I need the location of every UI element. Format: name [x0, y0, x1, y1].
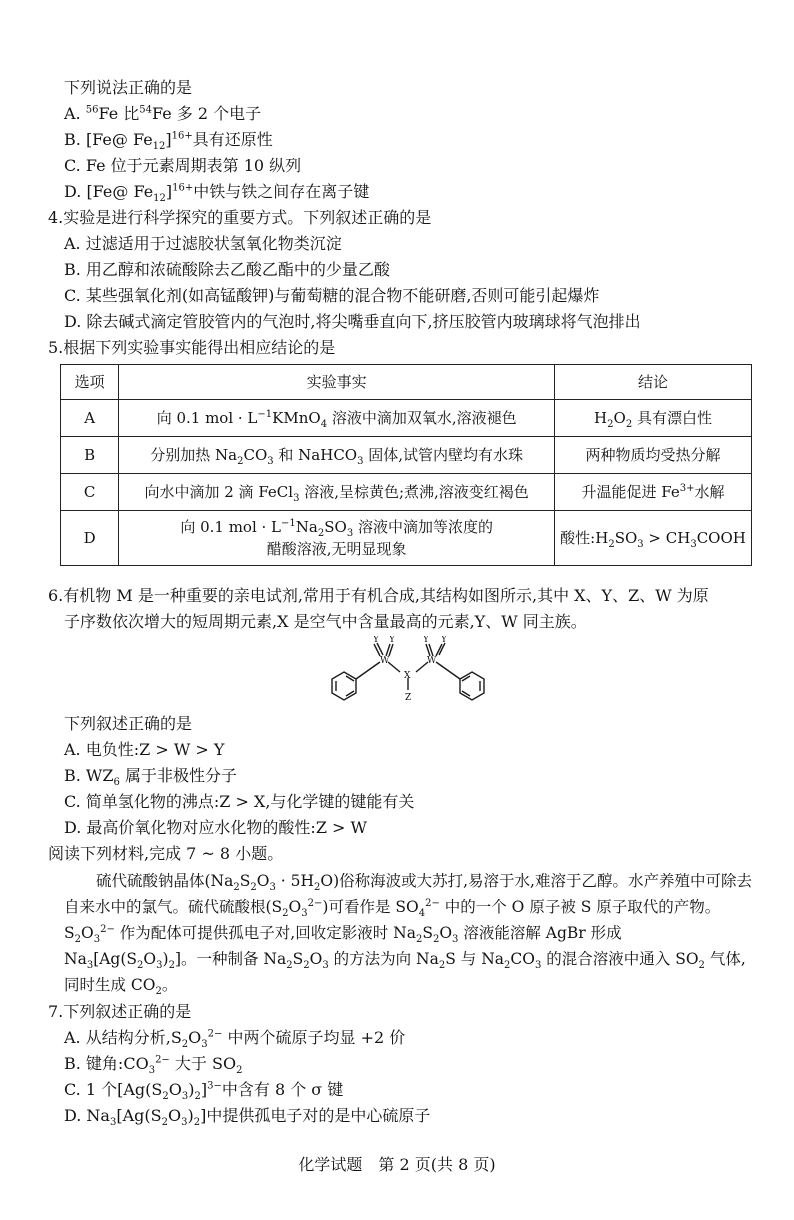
header-fact: 实验事实	[119, 365, 555, 400]
table-row	[61, 474, 752, 511]
table-header-row	[61, 365, 752, 400]
q4-option-c: C. 某些强氧化剂(如高锰酸钾)与葡萄糖的混合物不能研磨,否则可能引起爆炸	[64, 286, 600, 305]
row-d-fact: 向 0.1 mol · $L^{-1}Na_2SO_3$ 溶液中滴加等浓度的 醋酸溶液,无明显现象	[119, 511, 555, 566]
q5-stem: 5.根据下列实验事实能得出相应结论的是	[48, 338, 336, 357]
q3-option-c: C. Fe 位于元素周期表第 10 纵列	[64, 156, 302, 175]
row-b-conclusion: 两种物质均受热分解	[555, 437, 752, 474]
q6-option-d: D. 最高价氧化物对应水化物的酸性:Z > W	[64, 818, 367, 837]
q7-option-a: A. 从结构分析$,S_2O_3^{2-}$ 中两个硫原子均显 +2 价	[64, 1028, 406, 1051]
q7-stem: 7.下列叙述正确的是	[48, 1002, 192, 1021]
row-a-option: A	[61, 400, 119, 437]
reading-intro: 阅读下列材料,完成 7 ~ 8 小题。	[48, 844, 284, 863]
row-d-conclusion: 酸性$:H_2SO_3$ > $CH_3COOH$	[555, 511, 752, 566]
q6-sub-stem: 下列叙述正确的是	[64, 714, 193, 733]
row-b-fact: 分别加热 $Na_2CO_3$ 和 NaHCO$_3$ 固体,试管内壁均有水珠	[119, 437, 555, 474]
q7-option-c: C. 1 个$[Ag(S_2O_3)_2]^{3-}$中含有 8 个 σ 键	[64, 1080, 344, 1103]
q3-option-b: B. [Fe@ $Fe_{12}]^{16+}$具有还原性	[64, 130, 273, 153]
q6-stem-line1: 6.有机物 M 是一种重要的亲电试剂,常用于有机合成,其结构如图所示,其中 X、Y、Z、W 为原	[48, 586, 709, 605]
q3-option-d: D. [Fe@ $Fe_{12}]^{16+}$中铁与铁之间存在离子键	[64, 182, 370, 205]
q6-option-c: C. 简单氢化物的沸点:Z > X,与化学键的键能有关	[64, 792, 415, 811]
atom-x-label: X	[404, 671, 411, 681]
atom-y-label: Y	[423, 636, 429, 645]
table-row	[61, 400, 752, 437]
atom-w-label: W	[427, 656, 437, 666]
atom-y-label: Y	[373, 636, 379, 645]
q4-stem: 4.实验是进行科学探究的重要方式。下列叙述正确的是	[48, 208, 432, 227]
table-row	[61, 437, 752, 474]
atom-y-label: Y	[441, 636, 447, 645]
molecule-structure-diagram	[318, 636, 498, 716]
row-c-conclusion: 升温能促进 $Fe^{3+}$水解	[555, 474, 752, 511]
atom-y-label: Y	[389, 636, 395, 645]
q6-stem-line2: 子序数依次增大的短周期元素,X 是空气中含量最高的元素,Y、W 同主族。	[64, 612, 587, 631]
experiment-table	[60, 364, 752, 566]
q3-option-a: A. $^{56}$Fe 比$^{54}$Fe 多 2 个电子	[64, 104, 262, 123]
row-b-option: B	[61, 437, 119, 474]
q4-option-b: B. 用乙醇和浓硫酸除去乙酸乙酯中的少量乙酸	[64, 260, 390, 279]
atom-w-label: W	[380, 656, 390, 666]
row-c-fact: 向水中滴加 2 滴 FeCl$_3$ 溶液,呈棕黄色;煮沸,溶液变红褐色	[119, 474, 555, 511]
row-c-option: C	[61, 474, 119, 511]
page-footer: 化学试题 第 2 页(共 8 页)	[298, 1155, 496, 1174]
row-a-fact: 向 0.1 mol · $L^{-1}KMnO_4$ 溶液中滴加双氧水,溶液褪色	[119, 400, 555, 437]
q4-option-d: D. 除去碱式滴定管胶管内的气泡时,将尖嘴垂直向下,挤压胶管内玻璃球将气泡排出	[64, 312, 641, 331]
header-conclusion: 结论	[555, 365, 752, 400]
atom-z-label: Z	[405, 693, 412, 703]
row-d-option: D	[61, 511, 119, 566]
q4-option-a: A. 过滤适用于过滤胶状氢氧化物类沉淀	[64, 234, 342, 253]
q6-option-a: A. 电负性:Z > W > Y	[64, 740, 225, 759]
q3-stem: 下列说法正确的是	[64, 78, 193, 97]
header-option: 选项	[61, 365, 119, 400]
q7-option-b: B. 键角$:CO_3^{2-}$ 大于 $SO_2$	[64, 1054, 243, 1077]
q6-option-b: B. $WZ_6$ 属于非极性分子	[64, 766, 237, 789]
table-row	[61, 511, 752, 566]
q7-option-d: D. $Na_3[Ag(S_2O_3)_2]$中提供孤电子对的是中心硫原子	[64, 1106, 431, 1129]
row-a-conclusion: $H_2O_2$ 具有漂白性	[555, 400, 752, 437]
reading-passage: 硫代硫酸钠晶体$(Na_2S_2O_3 \cdot 5H_2O)$俗称海波或大苏打,易溶于水,难溶于乙醇。水产养殖中可除去自来水中的氯气。硫代硫酸根$(S_2O_3^{2-})$可看作是 $SO_4^{2-}$ 中的一个 O 原子被 S 原子取代的产物。$S_2O_3^{2-}$ 作为配体可提供孤电子对,回收定影液时 $Na_2S_2O_3$ 溶液能溶解 AgBr 形成 $Na_3[Ag(S_2O_3)_2]$。一种制备 $Na_2S_2O_3$ 的方法为向 $Na_2S$ 与 $Na_2CO_3$ 的混合溶液中通入 $SO_2$ 气体,同时生成 $CO_2$。	[64, 872, 752, 998]
